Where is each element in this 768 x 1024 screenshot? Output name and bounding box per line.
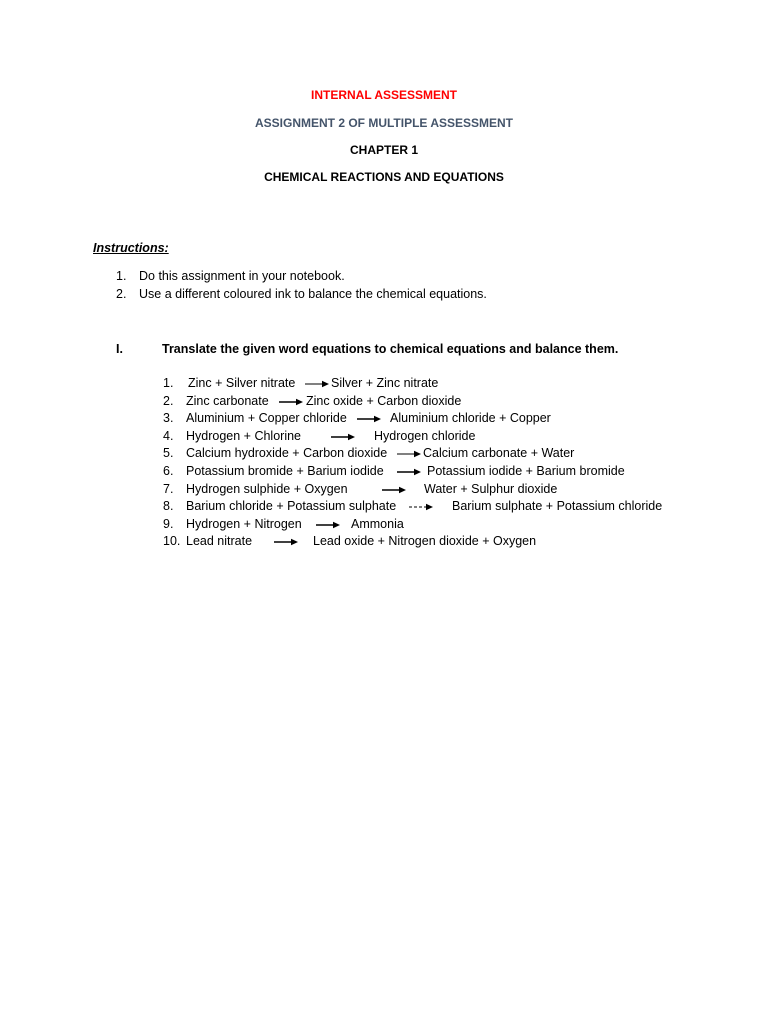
reaction-arrow-icon xyxy=(304,380,330,388)
equation-reactants: Aluminium + Copper chloride xyxy=(186,411,347,426)
instructions-heading: Instructions: xyxy=(93,241,169,255)
equation-reactants: Zinc carbonate xyxy=(186,393,269,408)
instruction-list xyxy=(0,269,768,305)
equation-number: 1. xyxy=(163,376,174,390)
equation-reactants: Hydrogen + Chlorine xyxy=(186,428,301,443)
equation-products: Calcium carbonate + Water xyxy=(423,446,575,461)
equation-number: 9. xyxy=(163,516,174,531)
equation-reactants: Potassium bromide + Barium iodide xyxy=(186,463,384,478)
equation-row xyxy=(0,499,768,517)
title-topic: CHEMICAL REACTIONS AND EQUATIONS xyxy=(264,170,504,184)
equation-reactants: Hydrogen + Nitrogen xyxy=(186,516,302,531)
section-numeral: I. xyxy=(116,342,123,356)
equation-reactants: Barium chloride + Potassium sulphate xyxy=(186,499,397,514)
equation-number: 8. xyxy=(163,499,174,514)
equation-row xyxy=(0,446,768,464)
equation-products: Ammonia xyxy=(351,516,404,531)
instruction-item xyxy=(0,287,768,305)
equation-number: 10. xyxy=(163,534,181,549)
equation-reactants: Zinc + Silver nitrate xyxy=(188,376,296,390)
equation-row xyxy=(0,411,768,429)
equation-row xyxy=(0,376,768,394)
equation-row xyxy=(0,482,768,500)
reaction-arrow-icon xyxy=(278,398,304,406)
reaction-arrow-icon xyxy=(396,468,422,476)
instruction-number: 2. xyxy=(116,287,127,301)
reaction-arrow-icon xyxy=(330,433,356,441)
instruction-item xyxy=(0,269,768,287)
equation-row xyxy=(0,517,768,535)
equation-products: Aluminium chloride + Copper xyxy=(390,411,551,426)
title-assignment: ASSIGNMENT 2 OF MULTIPLE ASSESSMENT xyxy=(254,116,514,130)
equation-products: Potassium iodide + Barium bromide xyxy=(427,463,625,478)
reaction-arrow-icon xyxy=(315,521,341,529)
reaction-arrow-icon xyxy=(273,538,299,546)
equation-products: Silver + Zinc nitrate xyxy=(331,376,439,390)
equation-products: Hydrogen chloride xyxy=(374,428,476,443)
equation-products: Barium sulphate + Potassium chloride xyxy=(452,499,663,514)
section-question: Translate the given word equations to chemical equations and balance them. xyxy=(162,342,619,356)
instruction-text: Do this assignment in your notebook. xyxy=(139,269,345,283)
equation-row xyxy=(0,429,768,447)
equation-number: 4. xyxy=(163,428,174,443)
title-chapter: CHAPTER 1 xyxy=(349,143,418,157)
reaction-arrow-icon xyxy=(408,503,434,511)
equation-products: Lead oxide + Nitrogen dioxide + Oxygen xyxy=(313,534,537,549)
equation-number: 2. xyxy=(163,393,174,408)
equation-reactants: Calcium hydroxide + Carbon dioxide xyxy=(186,446,388,461)
instruction-number: 1. xyxy=(116,269,127,283)
equation-number: 7. xyxy=(163,481,174,496)
title-internal-assessment: INTERNAL ASSESSMENT xyxy=(310,88,457,102)
equation-reactants: Hydrogen sulphide + Oxygen xyxy=(186,481,348,496)
equation-list xyxy=(0,376,768,552)
reaction-arrow-icon xyxy=(356,415,382,423)
equation-number: 6. xyxy=(163,463,174,478)
equation-number: 3. xyxy=(163,411,174,426)
equation-row xyxy=(0,394,768,412)
instruction-text: Use a different coloured ink to balance the chemical equations. xyxy=(139,287,487,301)
reaction-arrow-icon xyxy=(381,486,407,494)
equation-reactants: Lead nitrate xyxy=(186,534,253,549)
equation-row xyxy=(0,534,768,552)
equation-number: 5. xyxy=(163,446,174,461)
equation-products: Zinc oxide + Carbon dioxide xyxy=(306,393,462,408)
reaction-arrow-icon xyxy=(396,450,422,458)
equation-products: Water + Sulphur dioxide xyxy=(424,481,558,496)
equation-row xyxy=(0,464,768,482)
